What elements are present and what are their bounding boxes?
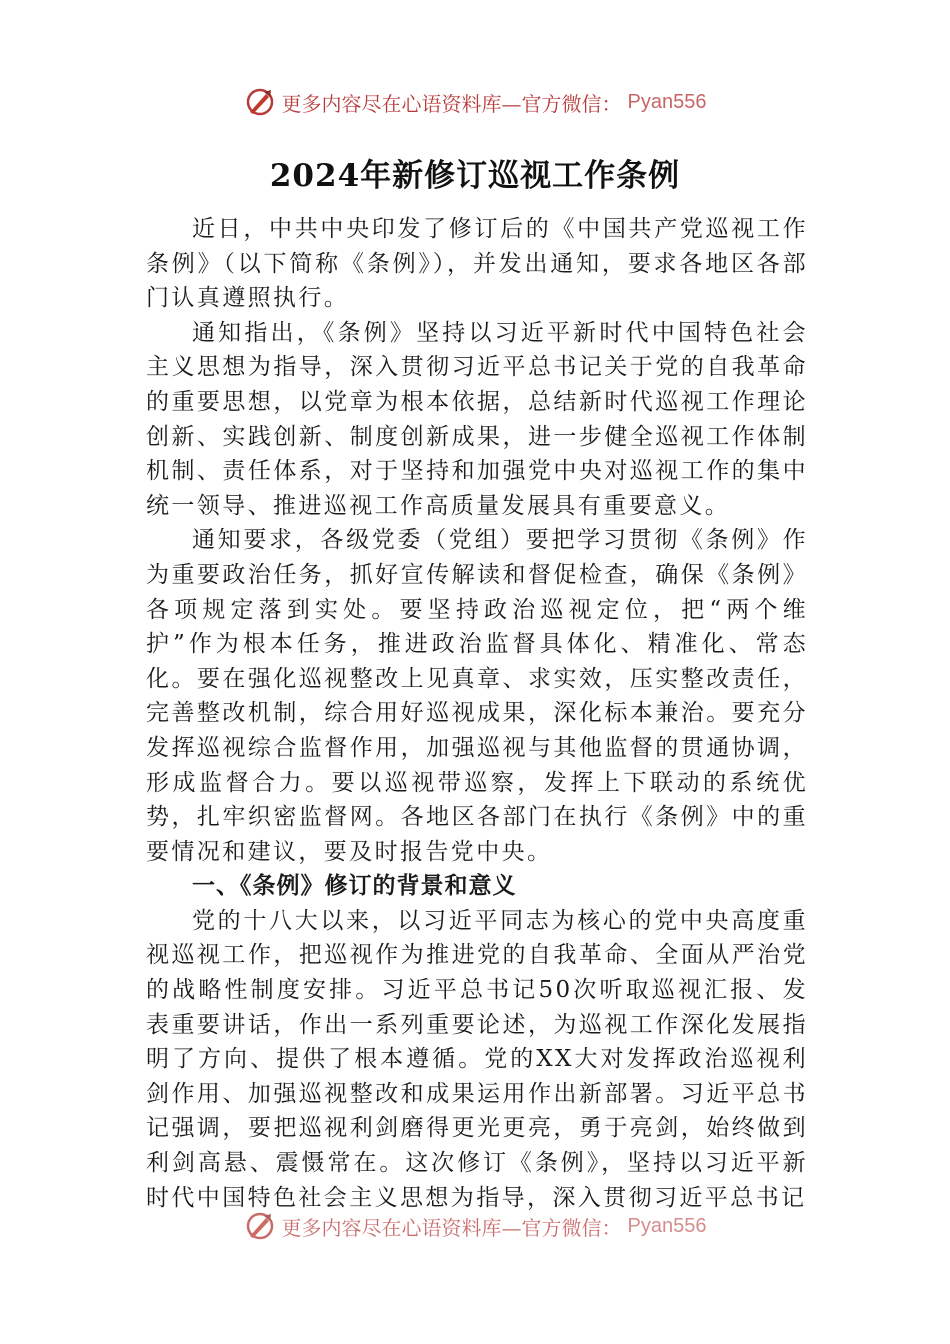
header-watermark xyxy=(0,82,950,122)
paragraph-notice-requirements: 通知要求，各级党委（党组）要把学习贯彻《条例》作为重要政治任务，抓好宣传解读和督促检查，确保《条例》各项规定落到实处。要坚持政治巡视定位，把“两个维护”作为根本任务，推进政治监督具体化、精准化、常态化。要在强化巡视整改上见真章、求实效，压实整改责任，完善整改机制，综合用好巡视成果，深化标本兼治。要充分发挥巡视综合监督作用，加强巡视与其他监督的贯通协调，形成监督合力。要以巡视带巡察，发挥上下联动的系统优势，扎牢织密监督网。各地区各部门在执行《条例》中的重要情况和建议，要及时报告党中央。 xyxy=(146,527,808,865)
paragraph-section-1: 党的十八大以来，以习近平同志为核心的党中央高度重视巡视工作，把巡视作为推进党的自我革命、全面从严治党的战略性制度安排。习近平总书记50次听取巡视汇报、发表重要讲话，作出一系列重要论述，为巡视工作深化发展指明了方向、提供了根本遵循。党的XX大对发挥政治巡视利剑作用、加强巡视整改和成果运用作出新部署。习近平总书记强调，要把巡视利剑磨得更光更亮，勇于亮剑，始终做到利剑高悬、震慑常在。这次修订《条例》，坚持以习近平新时代中国特色社会主义思想为指导，深入贯彻习近平总书记 xyxy=(146,907,808,1211)
paragraph-intro: 近日，中共中央印发了修订后的《中国共产党巡视工作条例》（以下简称《条例》），并发出通知，要求各地区各部门认真遵照执行。 xyxy=(146,216,808,312)
document-body xyxy=(146,212,808,1222)
section-heading-1: 一、《条例》修订的背景和意义 xyxy=(192,873,517,900)
watermark-text: 更多内容尽在心语资料库—官方微信： xyxy=(281,91,622,116)
paragraph-notice-points: 通知指出，《条例》坚持以习近平新时代中国特色社会主义思想为指导，深入贯彻习近平总书记关于党的自我革命的重要思想，以党章为根本依据，总结新时代巡视工作理论创新、实践创新、制度创新成果，进一步健全巡视工作体制机制、责任体系，对于坚持和加强党中央对巡视工作的集中统一领导、推进巡视工作高质量发展具有重要意义。 xyxy=(146,319,808,519)
watermark-wechat-id: Pyan556 xyxy=(627,1214,707,1237)
watermark-wechat-id: Pyan556 xyxy=(627,90,707,113)
footer-watermark xyxy=(0,1206,950,1246)
brush-logo-icon xyxy=(244,86,276,118)
watermark-text: 更多内容尽在心语资料库—官方微信： xyxy=(281,1215,622,1240)
brush-logo-icon xyxy=(244,1210,276,1242)
document-title: 2024年新修订巡视工作条例 xyxy=(269,158,681,194)
